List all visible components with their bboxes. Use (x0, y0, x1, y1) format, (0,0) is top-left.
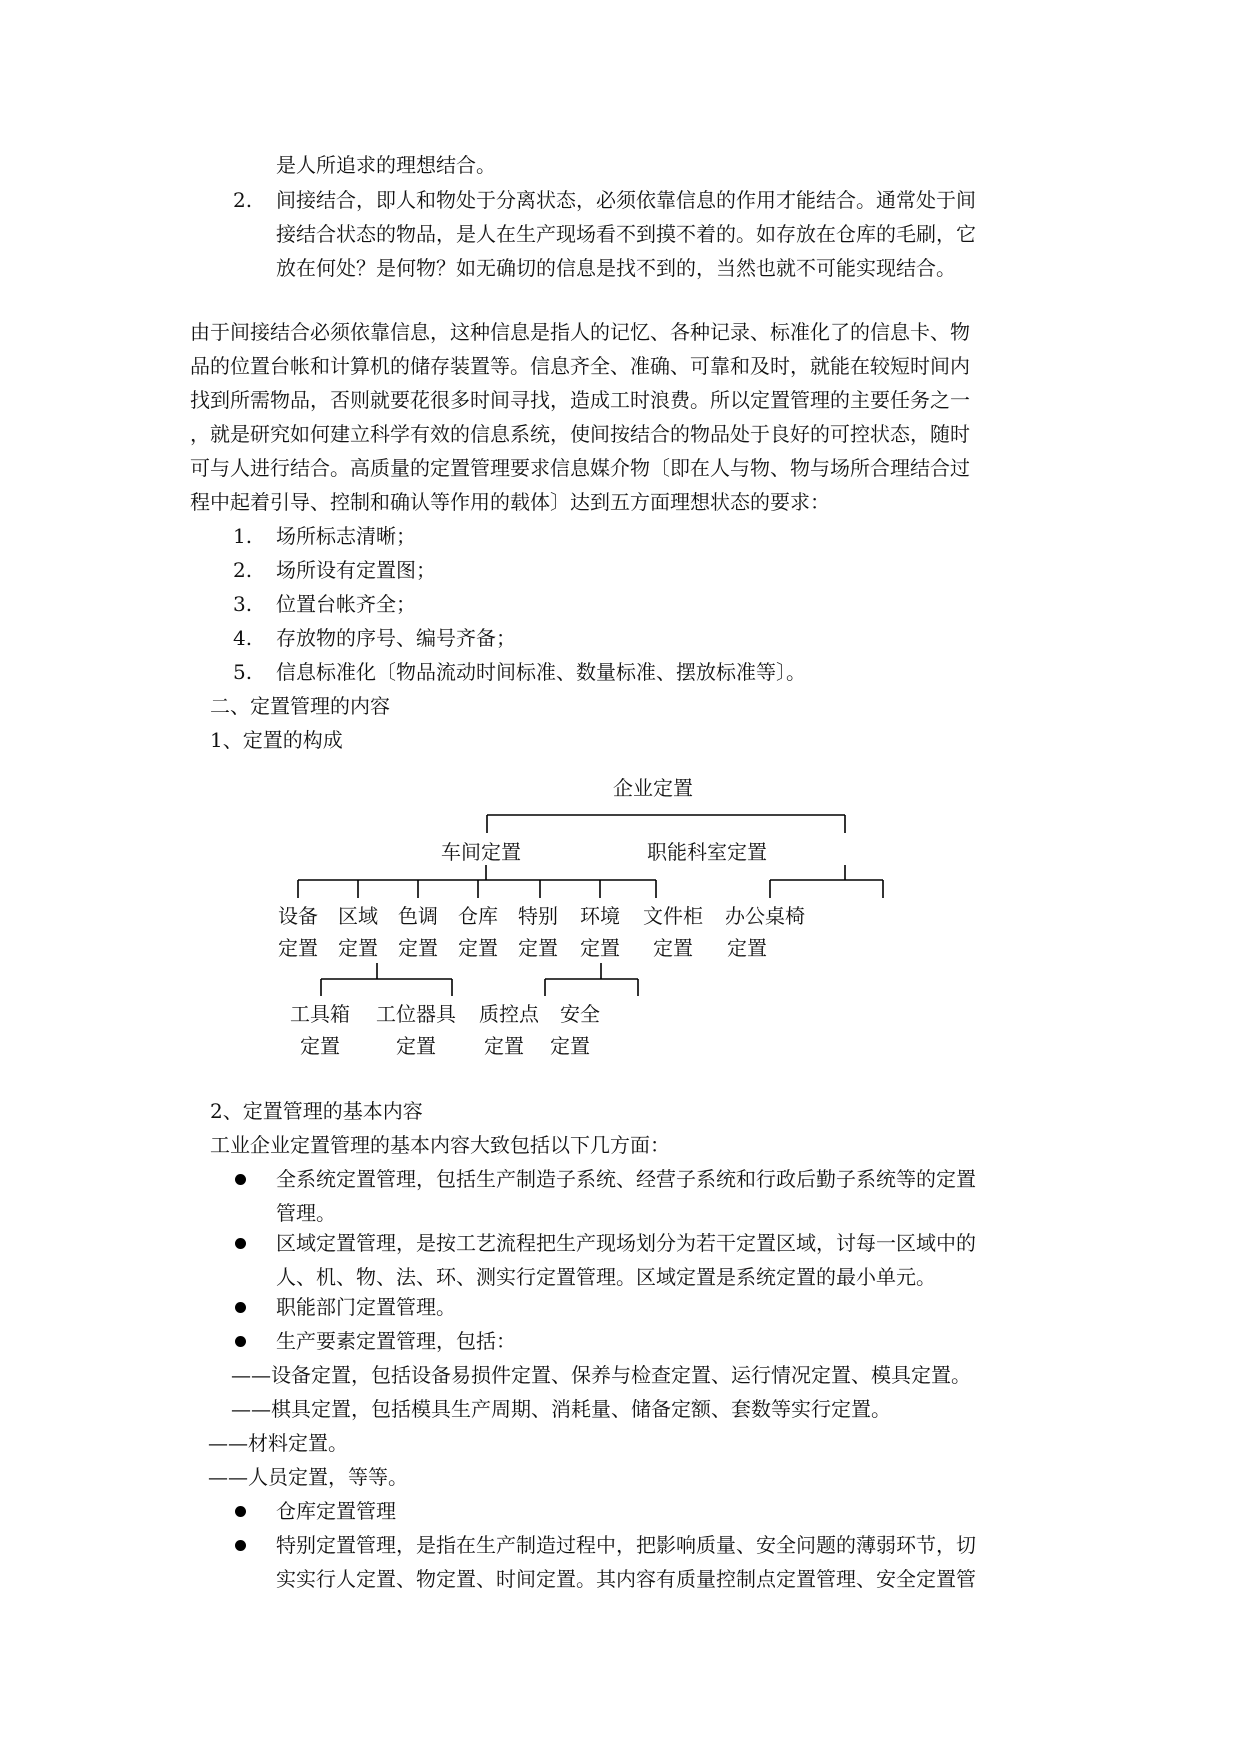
paragraph-line: 可与人进行结合。高质量的定置管理要求信息媒介物〔即在人与物、物与场所合理结合过 (190, 456, 970, 480)
bullet-line: 管理。 (276, 1201, 336, 1225)
node-line: 定置 (727, 936, 767, 960)
node-line: 质控点 (479, 1002, 539, 1026)
node-line: 定置 (580, 936, 620, 960)
diagram-office: 职能科室定置 (647, 840, 767, 864)
diagram-color (396, 900, 440, 964)
requirement-number: 3. (233, 592, 253, 616)
node-line: 定置 (300, 1034, 340, 1058)
paragraph-line: 由于间接结合必须依靠信息，这种信息是指人的记忆、各种记录、标准化了的信息卡、物 (190, 320, 970, 344)
section2-title: 二、定置管理的内容 (210, 694, 390, 718)
node-line: 定置 (458, 936, 498, 960)
node-line: 定置 (653, 936, 693, 960)
node-line: 定置 (338, 936, 378, 960)
item2-line: 间接结合，即人和物处于分离状态，必须依靠信息的作用才能结合。通常处于间 (276, 188, 976, 212)
item2-line: 放在何处？是何物？如无确切的信息是找不到的，当然也就不可能实现结合。 (276, 256, 956, 280)
node-line: 安全 (560, 1002, 600, 1026)
node-line: 定置 (396, 1034, 436, 1058)
diagram-station-fixtures (372, 998, 460, 1062)
diagram-quality-point (476, 998, 542, 1062)
node-line: 文件柜 (643, 904, 703, 928)
node-line: 环境 (580, 904, 620, 928)
node-line: 定置 (550, 1034, 590, 1058)
paragraph-line: ，就是研究如何建立科学有效的信息系统，使间按结合的物品处于良好的可控状态，随时 (190, 422, 970, 446)
diagram-toolbox (285, 998, 355, 1062)
node-line: 设备 (278, 904, 318, 928)
bullet-line: 区域定置管理，是按工艺流程把生产现场划分为若干定置区域，讨每一区域中的 (276, 1231, 976, 1255)
dash-line: ——棋具定置，包括模具生产周期、消耗量、储备定额、套数等实行定置。 (231, 1397, 891, 1421)
bullet-icon (235, 1506, 246, 1517)
diagram-office-furniture (725, 900, 813, 964)
bullet-line: 人、机、物、法、环、测实行定置管理。区域定置是系统定置的最小单元。 (276, 1265, 936, 1289)
dash-line: ——人员定置，等等。 (208, 1465, 408, 1489)
requirement-text: 场所设有定置图； (276, 558, 436, 582)
diagram-filing-cabinet (640, 900, 706, 964)
requirement-number: 4. (233, 626, 253, 650)
bullet-line: 生产要素定置管理，包括： (276, 1329, 516, 1353)
diagram-workshop: 车间定置 (441, 840, 521, 864)
requirement-number: 1. (233, 524, 253, 548)
requirement-number: 2. (233, 558, 253, 582)
paragraph-line: 程中起着引导、控制和确认等作用的载体〕达到五方面理想状态的要求： (190, 490, 830, 514)
node-line: 工位器具 (376, 1002, 456, 1026)
bullet-icon (235, 1540, 246, 1551)
node-line: 定置 (278, 936, 318, 960)
item2-line: 接结合状态的物品，是人在生产现场看不到摸不着的。如存放在仓库的毛刷，它 (276, 222, 976, 246)
requirement-text: 场所标志清晰； (276, 524, 416, 548)
sub2-intro: 工业企业定置管理的基本内容大致包括以下几方面： (210, 1133, 670, 1157)
node-line: 工具箱 (290, 1002, 350, 1026)
bullet-icon (235, 1302, 246, 1313)
paragraph-line: 找到所需物品，否则就要花很多时间寻找，造成工时浪费。所以定置管理的主要任务之一 (190, 388, 970, 412)
node-line: 定置 (484, 1034, 524, 1058)
sub2-title: 2、定置管理的基本内容 (210, 1099, 423, 1123)
intro-continuation: 是人所追求的理想结合。 (276, 153, 496, 177)
bullet-icon (235, 1336, 246, 1347)
node-line: 仓库 (458, 904, 498, 928)
diagram-special (516, 900, 560, 964)
diagram-environment (578, 900, 622, 964)
node-line: 定置 (518, 936, 558, 960)
diagram-equipment (276, 900, 320, 964)
diagram-warehouse (456, 900, 500, 964)
node-line: 特别 (518, 904, 558, 928)
bullet-line: 实实行人定置、物定置、时间定置。其内容有质量控制点定置管理、安全定置管 (276, 1567, 976, 1591)
bullet-line: 全系统定置管理，包括生产制造子系统、经营子系统和行政后勤子系统等的定置 (276, 1167, 976, 1191)
sub1-title: 1、定置的构成 (210, 728, 343, 752)
node-line: 区域 (338, 904, 378, 928)
diagram-root: 企业定置 (613, 776, 693, 800)
bullet-line: 仓库定置管理 (276, 1499, 396, 1523)
bullet-line: 职能部门定置管理。 (276, 1295, 456, 1319)
requirement-text: 信息标准化〔物品流动时间标准、数量标准、摆放标准等〕。 (276, 660, 806, 684)
diagram-region (336, 900, 380, 964)
paragraph-line: 品的位置台帐和计算机的储存装置等。信息齐全、准确、可靠和及时，就能在较短时间内 (190, 354, 970, 378)
node-line: 办公桌椅 (725, 904, 805, 928)
diagram-safety (550, 998, 602, 1062)
node-line: 定置 (398, 936, 438, 960)
dash-line: ——材料定置。 (208, 1431, 348, 1455)
item2-number: 2. (233, 188, 253, 212)
node-line: 色调 (398, 904, 438, 928)
requirement-text: 存放物的序号、编号齐备； (276, 626, 516, 650)
bullet-icon (235, 1174, 246, 1185)
requirement-text: 位置台帐齐全； (276, 592, 416, 616)
requirement-number: 5. (233, 660, 253, 684)
dash-line: ——设备定置，包括设备易损件定置、保养与检查定置、运行情况定置、模具定置。 (231, 1363, 971, 1387)
bullet-icon (235, 1238, 246, 1249)
bullet-line: 特别定置管理，是指在生产制造过程中，把影响质量、安全问题的薄弱环节，切 (276, 1533, 976, 1557)
